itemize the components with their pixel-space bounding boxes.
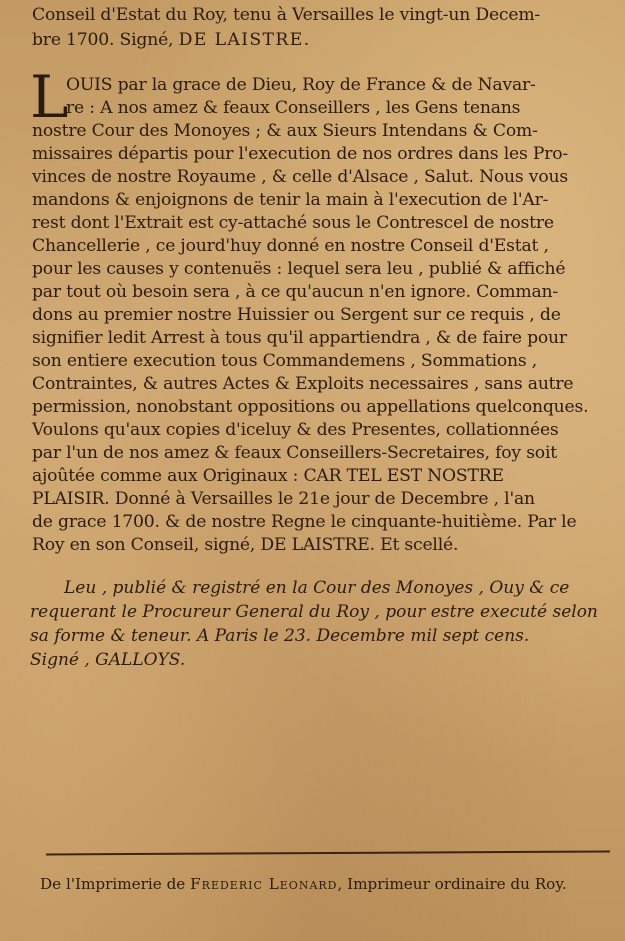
registration-signature: Signé , GALLOYS. — [30, 650, 186, 670]
body-line: par tout où besoin sera , à ce qu'aucun n'en ignore. Comman- — [32, 282, 558, 302]
drop-cap: L — [30, 63, 69, 131]
body-line: Voulons qu'aux copies d'iceluy & des Presentes, collationnées — [32, 420, 559, 440]
imprint-prefix: De l'Imprimerie de — [40, 875, 191, 893]
registration-line: Leu , publié & registré en la Cour des Monoyes , Ouy & ce — [64, 578, 570, 598]
header-signer: DE LAISTRE. — [178, 30, 311, 50]
body-line: son entiere execution tous Commandemens , Sommations , — [32, 351, 538, 371]
body-line: par l'un de nos amez & feaux Conseillers-Secretaires, foy soit — [32, 443, 557, 463]
body-line: Chancellerie , ce jourd'huy donné en nostre Conseil d'Estat , — [32, 236, 549, 256]
body-line: de grace 1700. & de nostre Regne le cinquante-huitième. Par le — [32, 512, 577, 532]
body-line: re : A nos amez & feaux Conseillers , les Gens tenans — [66, 98, 521, 118]
imprint-line — [40, 874, 612, 894]
body-line: nostre Cour des Monoyes ; & aux Sieurs Intendans & Com- — [32, 121, 538, 141]
bottom-rule — [46, 851, 610, 856]
body-line: permission, nonobstant oppositions ou appellations quelconques. — [32, 397, 589, 417]
imprint-suffix: , Imprimeur ordinaire du Roy. — [337, 875, 567, 893]
body-line: Contraintes, & autres Actes & Exploits necessaires , sans autre — [32, 374, 574, 394]
registration-line: sa forme & teneur. A Paris le 23. Decembre mil sept cens. — [30, 626, 530, 646]
body-line: vinces de nostre Royaume , & celle d'Alsace , Salut. Nous vous — [32, 167, 568, 187]
body-line: ajoûtée comme aux Originaux : CAR TEL EST NOSTRE — [32, 466, 504, 486]
body-line: dons au premier nostre Huissier ou Sergent sur ce requis , de — [32, 305, 561, 325]
body-line: OUIS par la grace de Dieu, Roy de France & de Navar- — [66, 75, 536, 95]
body-line: PLAISIR. Donné à Versailles le 21e jour de Decembre , l'an — [32, 489, 535, 509]
header-line-1: Conseil d'Estat du Roy, tenu à Versailles le vingt-un Decem- — [32, 5, 541, 25]
body-line: missaires départis pour l'execution de nos ordres dans les Pro- — [32, 144, 568, 164]
header-date: bre 1700. Signé, — [32, 30, 179, 50]
body-line: pour les causes y contenuës : lequel sera leu , publié & affiché — [32, 259, 566, 279]
body-line: signifier ledit Arrest à tous qu'il appartiendra , & de faire pour — [32, 328, 567, 348]
registration-line: requerant le Procureur General du Roy , pour estre executé selon — [30, 602, 598, 622]
imprint-printer: Frederic Leonard — [190, 875, 338, 893]
body-line: rest dont l'Extrait est cy-attaché sous le Contrescel de nostre — [32, 213, 554, 233]
body-line: Roy en son Conseil, signé, DE LAISTRE. Et scellé. — [32, 535, 459, 555]
header-line-2 — [32, 29, 602, 51]
body-line: mandons & enjoignons de tenir la main à l'execution de l'Ar- — [32, 190, 549, 210]
